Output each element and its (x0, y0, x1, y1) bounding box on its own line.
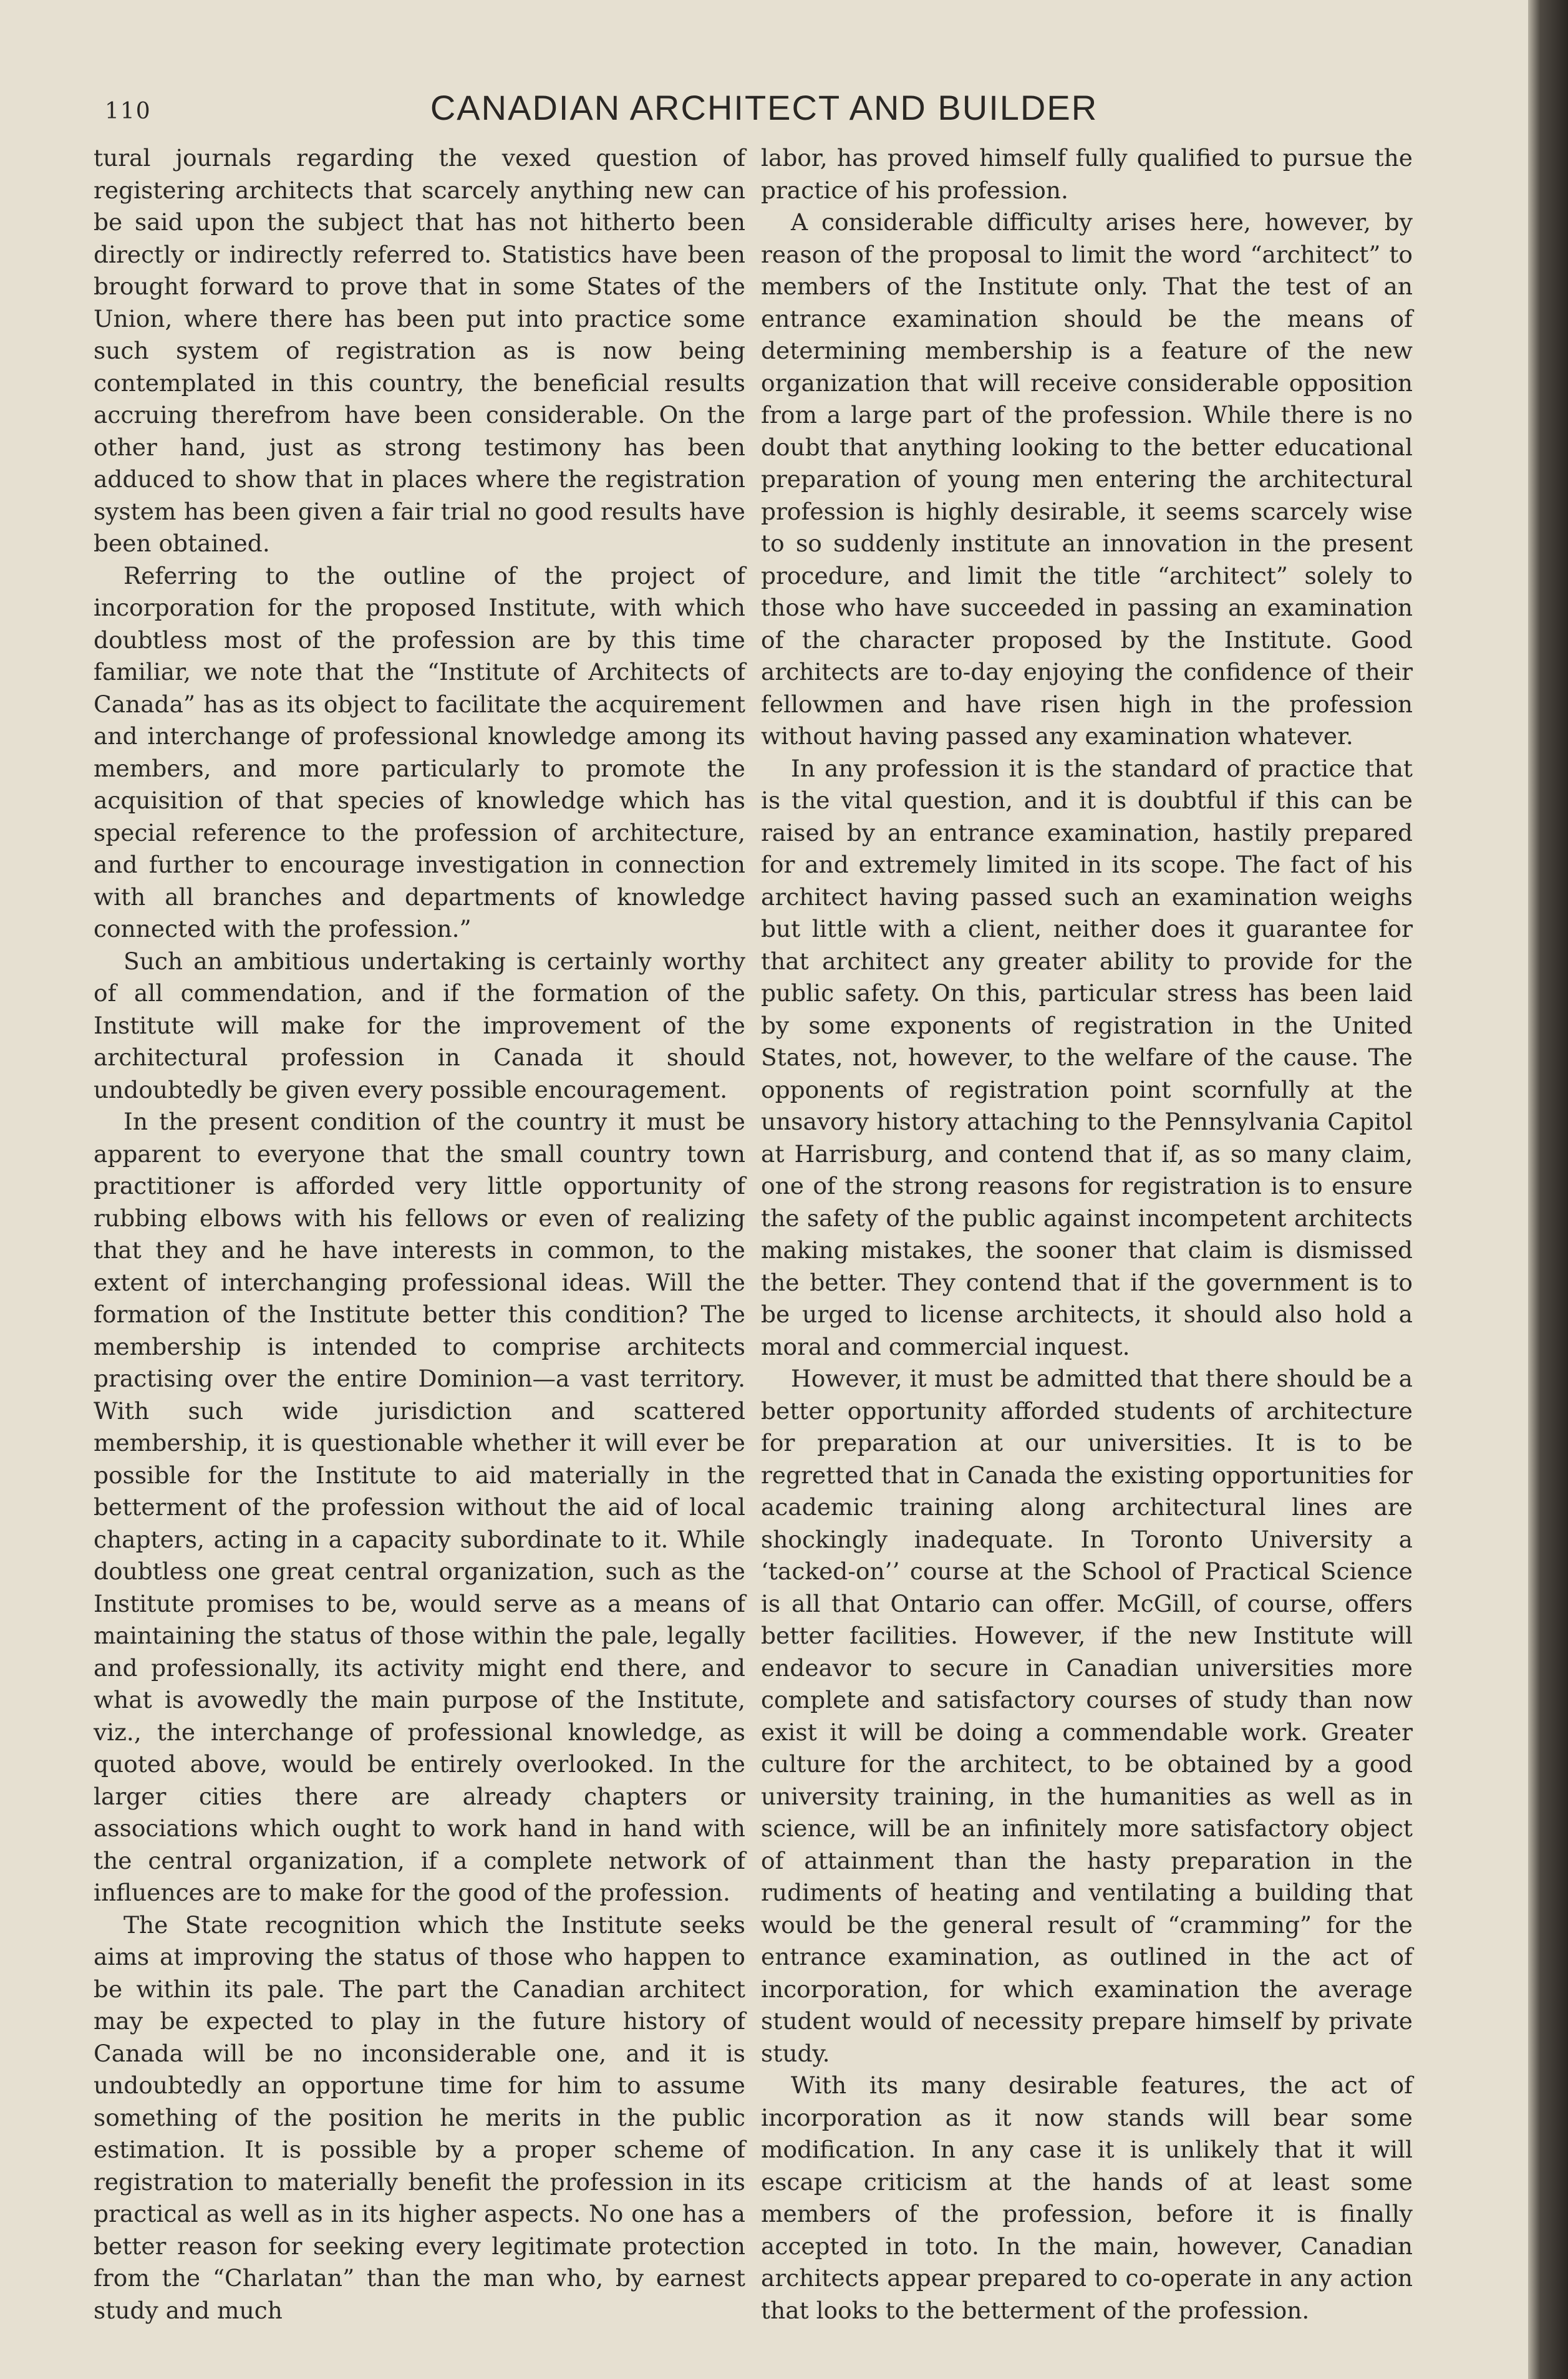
right-paragraph-4: However, it must be admitted that there should be a better opportunity afforded students of architecture for preparation at our universities. It is to be regretted that in Canada the existing opportunities for academic training along architectural lines are shockingly inadequate. In Toronto University a ‘tacked-on’’ course at the School of Practical Science is all that Ontario can offer. McGill, of course, offers better facilities. However, if the new Institute will endeavor to secure in Canadian universities more complete and satisfactory courses of study than now exist it will be doing a commendable work. Greater culture for the architect, to be obtained by a good university training, in the humanities as well as in science, will be an infinitely more satisfactory object of attainment than the hasty preparation in the rudiments of heating and ventilating a building that would be the general result of “cramming” for the entrance examination, as outlined in the act of incorporation, for which examination the average student would of necessity prepare himself by private study. (761, 1365, 1413, 2067)
right-paragraph-2: A considerable difficulty arises here, however, by reason of the proposal to limit the word “architect” to members of the Institute only. That the test of an entrance examination should be the means of determining membership is a feature of the new organization that will receive considerable opposition from a large part of the profession. While there is no doubt that anything looking to the better educational preparation of young men entering the architectural profession is highly desirable, it seems scarcely wise to so suddenly institute an innovation in the present procedure, and limit the title “architect” solely to those who have succeeded in passing an examination of the character proposed by the Institute. Good architects are to-day enjoying the confidence of their fellowmen and have risen high in the profession without having passed any examination whatever. (761, 208, 1413, 750)
page-number: 110 (105, 99, 152, 124)
binding-edge-shadow (1528, 0, 1568, 2379)
left-paragraph-4: In the present condition of the country it must be apparent to everyone that the small country town practitioner is afforded very little opportunity of rubbing elbows with his fellows or even of realizing that they and he have interests in common, to the extent of interchanging professional ideas. Will the formation of the Institute better this condition? The membership is intended to comprise architects practising over the entire Dominion—a vast territory. With such wide jurisdiction and scattered membership, it is questionable whether it will ever be possible for the Institute to aid materially in the betterment of the profession without the aid of local chapters, acting in a capacity subordinate to it. While doubtless one great central organization, such as the Institute promises to be, would serve as a means of maintaining the status of those within the pale, legally and professionally, its activity might end there, and what is avowedly the main purpose of the Institute, viz., the interchange of professional knowledge, as quoted above, would be entirely overlooked. In the larger cities there are already chapters or associations which ought to work hand in hand with the central organization, if a complete network of influences are to make for the good of the profession. (94, 1108, 745, 1906)
right-paragraph-5: With its many desirable features, the act of incorporation as it now stands will bear some modification. In any case it is unlikely that it will escape criticism at the hands of at least some members of the profession, before it is finally accepted in toto. In the main, however, Canadian architects appear prepared to co-operate in any action that looks to the betterment of the profession. (761, 2071, 1413, 2324)
left-paragraph-1: tural journals regarding the vexed question of registering architects that scarcely anything new can be said upon the subject that has not hitherto been directly or indirectly referred to. Statistics have been brought forward to prove that in some States of the Union, where there has been put into practice some such system of registration as is now being contemplated in this country, the beneficial results accruing therefrom have been considerable. On the other hand, just as strong testimony has been adduced to show that in places where the registration system has been given a fair trial no good results have been obtained. (94, 144, 745, 557)
left-paragraph-3: Such an ambitious undertaking is certainly worthy of all commendation, and if the formation of the Institute will make for the improvement of the architectural profession in Canada it should undoubtedly be given every possible encouragement. (94, 947, 745, 1103)
left-column (94, 142, 745, 2327)
left-paragraph-5: The State recognition which the Institute seeks aims at improving the status of those who happen to be within its pale. The part the Canadian architect may be expected to play in the future history of Canada will be no inconsiderable one, and it is undoubtedly an opportune time for him to assume something of the position he merits in the public estimation. It is possible by a proper scheme of registration to materially benefit the profession in its practical as well as in its higher aspects. No one has a better reason for seeking every legitimate protection from the “Charlatan” than the man who, by earnest study and much (94, 1911, 745, 2324)
right-column (761, 142, 1413, 2327)
left-paragraph-2: Referring to the outline of the project of incorporation for the proposed Institute, with which doubtless most of the profession are by this time familiar, we note that the “Institute of Architects of Canada” has as its object to facilitate the acquirement and interchange of professional knowledge among its members, and more particularly to promote the acquisition of that species of knowledge which has special reference to the profession of architecture, and further to encourage investigation in connection with all branches and departments of knowledge connected with the profession.” (94, 561, 745, 942)
right-paragraph-1: labor, has proved himself fully qualified to pursue the practice of his profession. (761, 144, 1413, 204)
right-paragraph-3: In any profession it is the standard of practice that is the vital question, and it is doubtful if this can be raised by an entrance examination, hastily prepared for and extremely limited in its scope. The fact of his architect having passed such an examination weighs but little with a client, neither does it guarantee for that architect any greater ability to provide for the public safety. On this, particular stress has been laid by some exponents of registration in the United States, not, however, to the welfare of the cause. The opponents of registration point scornfully at the unsavory history attaching to the Pennsylvania Capitol at Harrisburg, and contend that if, as so many claim, one of the strong reasons for registration is to ensure the safety of the public against incompetent architects making mistakes, the sooner that claim is dismissed the better. They contend that if the government is to be urged to license architects, it should also hold a moral and commercial inquest. (761, 754, 1413, 1360)
running-head: CANADIAN ARCHITECT AND BUILDER (430, 88, 1098, 127)
